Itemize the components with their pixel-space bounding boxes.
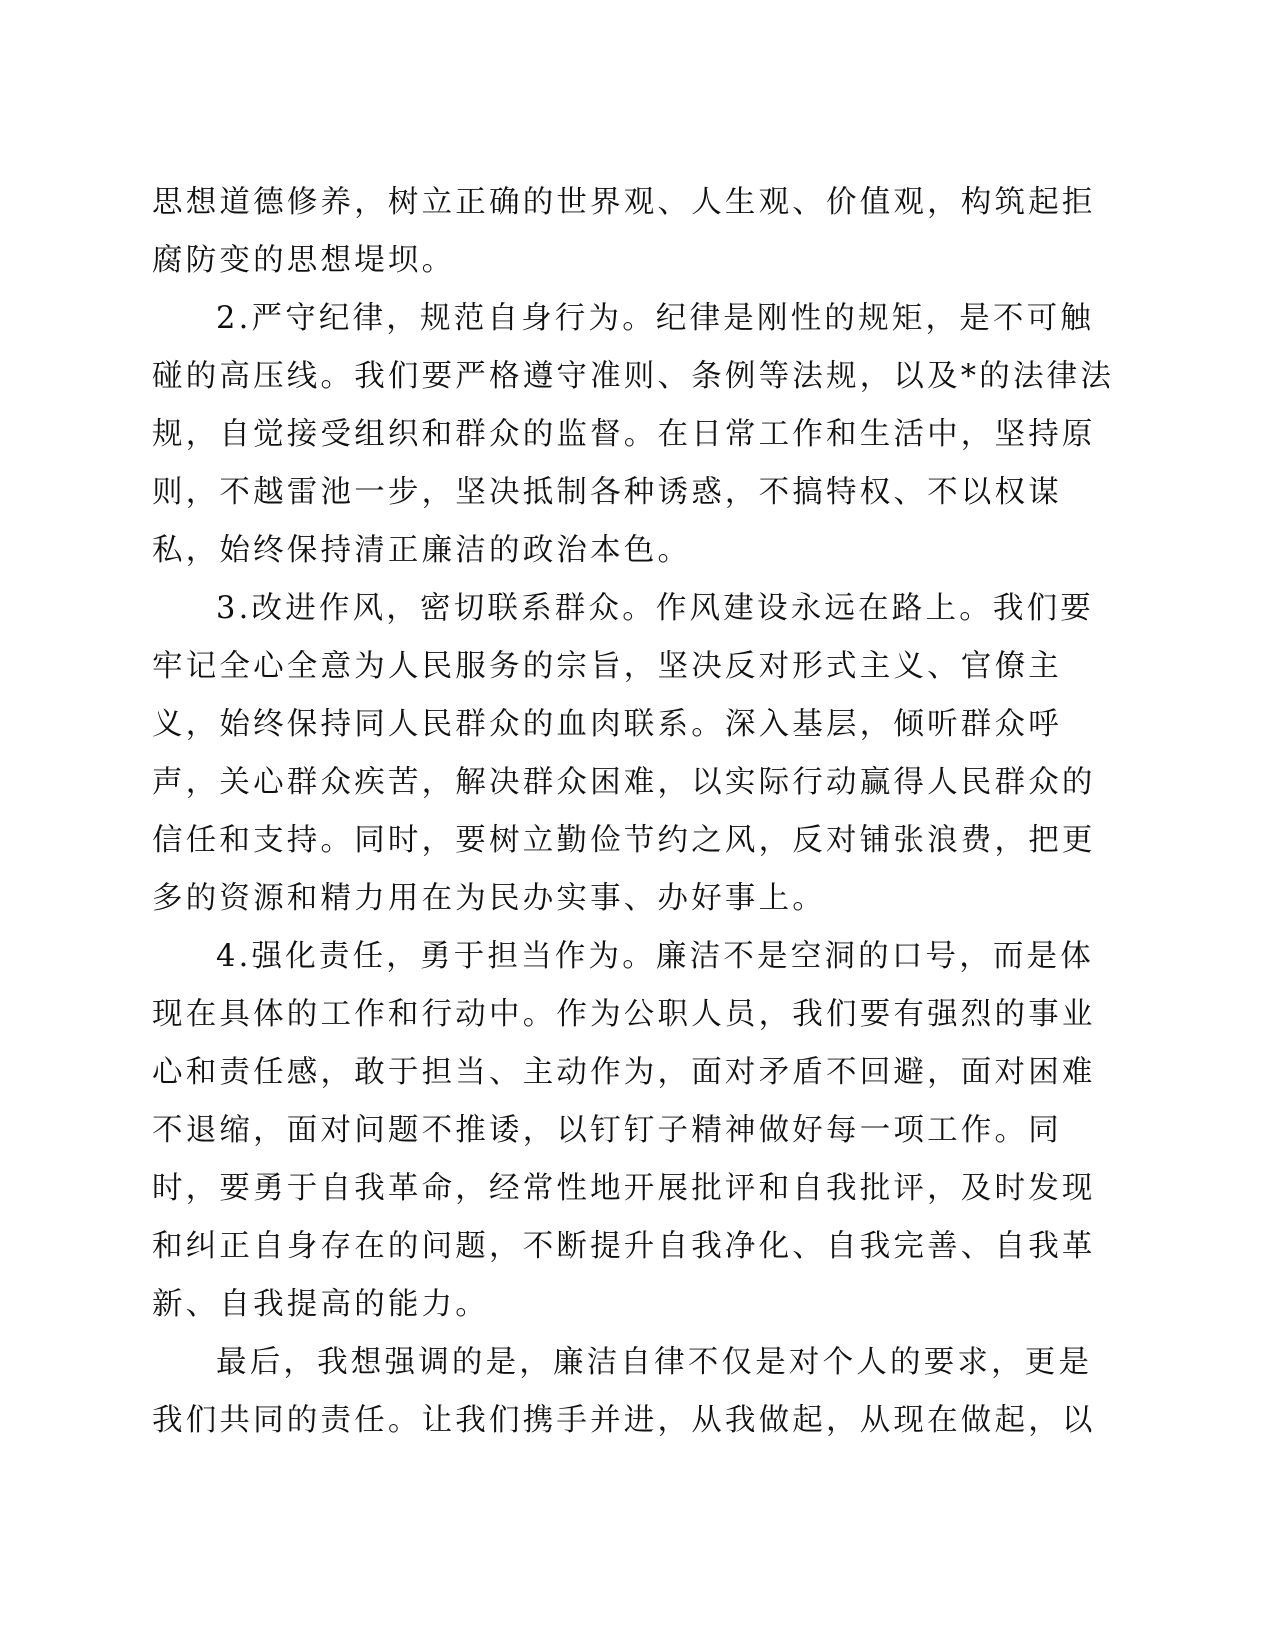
text-line: 心和责任感，敢于担当、主动作为，面对矛盾不回避，面对困难	[152, 1055, 1096, 1090]
paragraph-start-line: 2.严守纪律，规范自身行为。纪律是刚性的规矩，是不可触	[216, 301, 1094, 336]
paragraph-start-line: 4.强化责任，勇于担当作为。廉洁不是空洞的口号，而是体	[216, 939, 1094, 974]
text-line: 信任和支持。同时，要树立勤俭节约之风，反对铺张浪费，把更	[152, 823, 1096, 858]
text-line: 我们共同的责任。让我们携手并进，从我做起，从现在做起，以	[152, 1403, 1096, 1438]
text-line: 牢记全心全意为人民服务的宗旨，坚决反对形式主义、官僚主	[152, 649, 1062, 684]
text-line: 义，始终保持同人民群众的血肉联系。深入基层，倾听群众呼	[152, 707, 1062, 742]
text-line: 时，要勇于自我革命，经常性地开展批评和自我批评，及时发现	[152, 1171, 1096, 1206]
text-line: 现在具体的工作和行动中。作为公职人员，我们要有强烈的事业	[152, 997, 1096, 1032]
text-line: 腐防变的思想堤坝。	[152, 243, 456, 278]
body-text	[152, 174, 1115, 1450]
paragraph-start-line: 最后，我想强调的是，廉洁自律不仅是对个人的要求，更是	[216, 1345, 1093, 1380]
text-line: 则，不越雷池一步，坚决抵制各种诱惑，不搞特权、不以权谋	[152, 475, 1062, 510]
text-line: 规，自觉接受组织和群众的监督。在日常工作和生活中，坚持原	[152, 417, 1096, 452]
text-line: 私，始终保持清正廉洁的政治本色。	[152, 533, 692, 568]
text-line: 思想道德修养，树立正确的世界观、人生观、价值观，构筑起拒	[152, 185, 1096, 220]
text-line: 碰的高压线。我们要严格遵守准则、条例等法规，以及*的法律法	[152, 359, 1115, 394]
text-line: 和纠正自身存在的问题，不断提升自我净化、自我完善、自我革	[152, 1229, 1096, 1264]
paragraph-start-line: 3.改进作风，密切联系群众。作风建设永远在路上。我们要	[216, 591, 1094, 626]
text-line: 声，关心群众疾苦，解决群众困难，以实际行动赢得人民群众的	[152, 765, 1096, 800]
text-line: 多的资源和精力用在为民办实事、办好事上。	[152, 881, 826, 916]
text-line: 新、自我提高的能力。	[152, 1287, 489, 1322]
text-line: 不退缩，面对问题不推诿，以钉钉子精神做好每一项工作。同	[152, 1113, 1062, 1148]
